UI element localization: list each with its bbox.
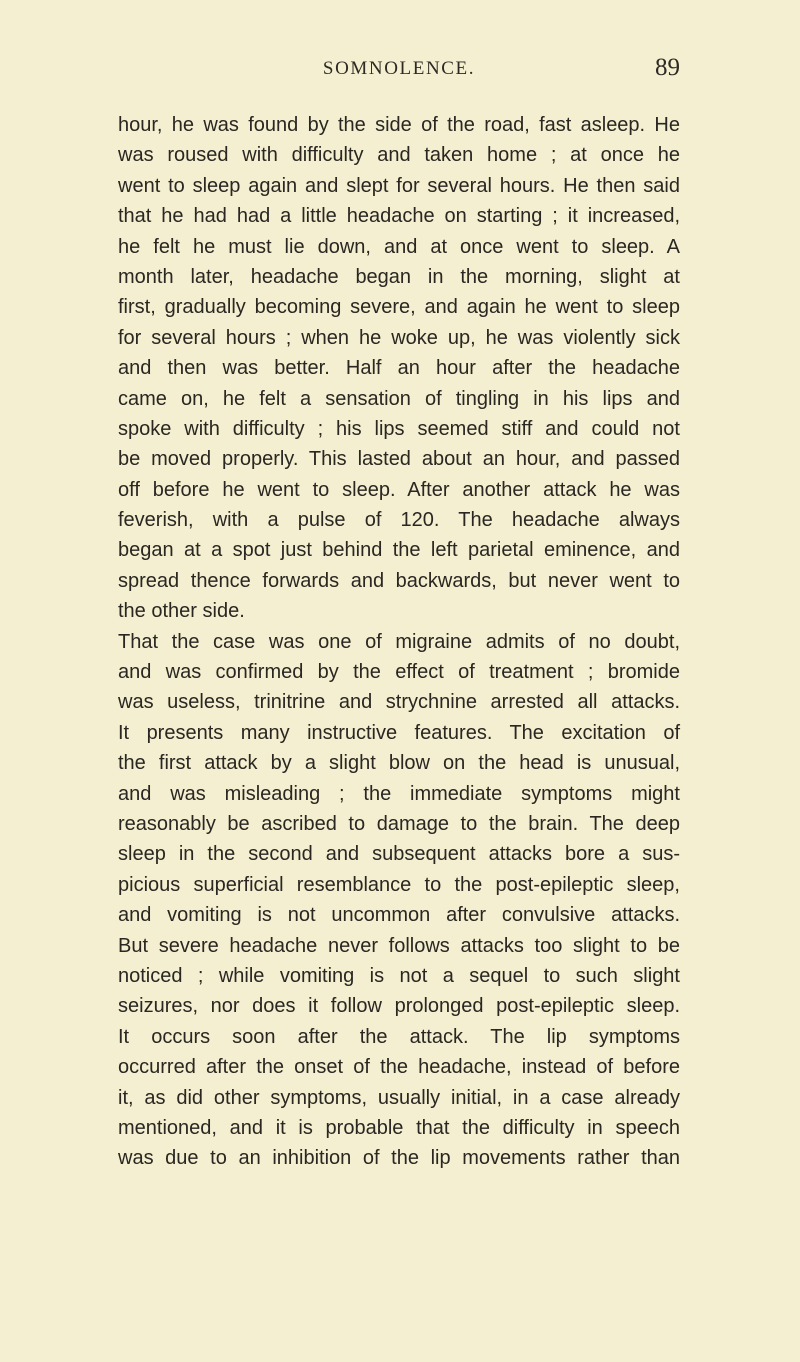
text-line: the first attack by a slight blow on the head is unusual, — [118, 752, 680, 775]
text-line: for several hours ; when he woke up, he was violently sick — [118, 326, 680, 349]
text-line: that he had had a little headache on starting ; it increased, — [118, 205, 680, 228]
text-line: That the case was one of migraine admits of no doubt, — [118, 630, 680, 653]
text-line: off before he went to sleep. After another attack he was — [118, 478, 680, 501]
page-number: 89 — [655, 54, 680, 81]
text-line: feverish, with a pulse of 120. The headache always — [118, 509, 680, 532]
text-line: noticed ; while vomiting is not a sequel to such slight — [118, 964, 680, 987]
text-line: It occurs soon after the attack. The lip symptoms — [118, 1025, 680, 1048]
text-line: be moved properly. This lasted about an hour, and passed — [118, 448, 680, 471]
running-head — [118, 54, 680, 88]
running-title: SOMNOLENCE. — [322, 58, 476, 79]
text-line: began at a spot just behind the left parietal eminence, and — [118, 539, 680, 562]
text-line: spoke with difficulty ; his lips seemed stiff and could not — [118, 417, 680, 440]
text-line: he felt he must lie down, and at once went to sleep. A — [118, 235, 680, 258]
text-line: mentioned, and it is probable that the difficulty in speech — [118, 1116, 680, 1139]
text-line: hour, he was found by the side of the road, fast asleep. He — [118, 114, 680, 136]
text-line: reasonably be ascribed to damage to the brain. The deep — [118, 812, 680, 835]
text-line: and was confirmed by the effect of treatment ; bromide — [118, 661, 680, 684]
text-line: it, as did other symptoms, usually initial, in a case already — [118, 1086, 680, 1109]
text-line: was useless, trinitrine and strychnine arrested all attacks. — [118, 691, 680, 714]
text-line: the other side. — [118, 600, 245, 623]
text-line: seizures, nor does it follow prolonged post-epileptic sleep. — [118, 995, 680, 1018]
text-line: was due to an inhibition of the lip movements rather than — [118, 1147, 680, 1170]
text-line: and vomiting is not uncommon after convulsive attacks. — [118, 904, 680, 927]
body-text — [118, 110, 680, 1174]
text-line: picious superficial resemblance to the post-epileptic sleep, — [118, 873, 680, 896]
text-line: month later, headache began in the morning, slight at — [118, 265, 680, 288]
text-line: occurred after the onset of the headache, instead of before — [118, 1056, 680, 1079]
text-line: was roused with difficulty and taken home ; at once he — [118, 144, 680, 167]
text-line: sleep in the second and subsequent attacks bore a sus- — [118, 843, 680, 866]
text-line: and then was better. Half an hour after the headache — [118, 357, 680, 380]
text-line: and was misleading ; the immediate symptoms might — [118, 782, 680, 805]
text-line: But severe headache never follows attacks too slight to be — [118, 934, 680, 957]
text-line: It presents many instructive features. The excitation of — [118, 721, 680, 744]
text-line: went to sleep again and slept for several hours. He then said — [118, 174, 680, 197]
text-line: came on, he felt a sensation of tingling in his lips and — [118, 387, 680, 410]
text-line: first, gradually becoming severe, and again he went to sleep — [118, 296, 680, 319]
text-line: spread thence forwards and backwards, but never went to — [118, 569, 680, 592]
